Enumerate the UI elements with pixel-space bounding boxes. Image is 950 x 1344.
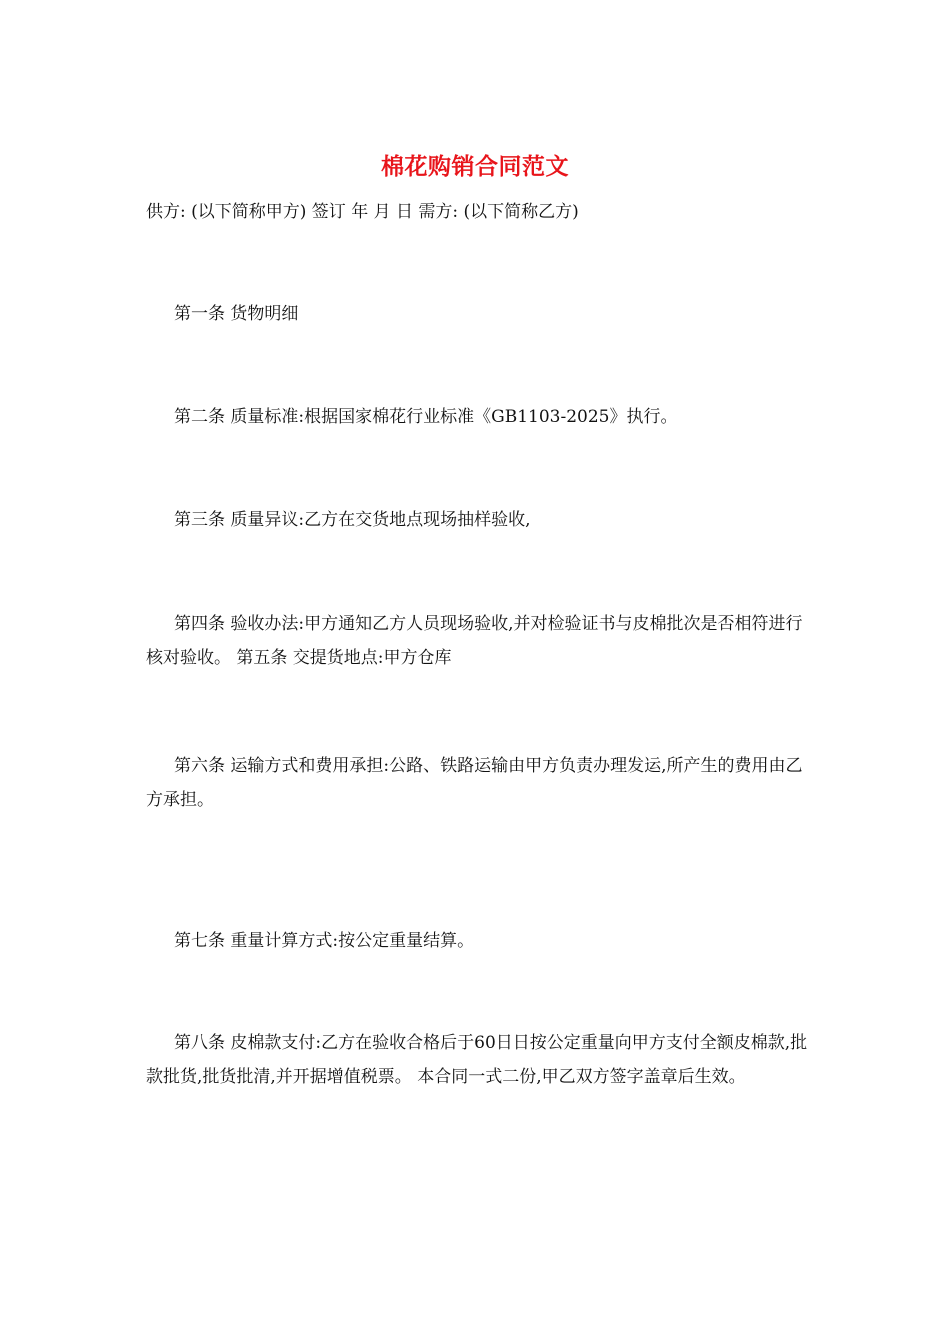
article-8: 第八条 皮棉款支付:乙方在验收合格后于60日日按公定重量向甲方支付全额皮棉款,批款批货,批货批清,并开据增值税票。 本合同一式二份,甲乙双方签字盖章后生效。 — [146, 1033, 808, 1087]
article-1: 第一条 货物明细 — [174, 304, 299, 324]
parties-line: 供方: (以下简称甲方) 签订 年 月 日 需方: (以下简称乙方) — [146, 202, 579, 222]
article-3: 第三条 质量异议:乙方在交货地点现场抽样验收, — [174, 510, 531, 530]
article-4-5: 第四条 验收办法:甲方通知乙方人员现场验收,并对检验证书与皮棉批次是否相符进行核对验收。 第五条 交提货地点:甲方仓库 — [146, 614, 803, 668]
article-6: 第六条 运输方式和费用承担:公路、铁路运输由甲方负责办理发运,所产生的费用由乙方承担。 — [146, 756, 803, 810]
article-2: 第二条 质量标准:根据国家棉花行业标准《GB1103-2025》执行。 — [174, 407, 678, 427]
article-7: 第七条 重量计算方式:按公定重量结算。 — [174, 931, 475, 951]
document-title: 棉花购销合同范文 — [381, 154, 569, 180]
